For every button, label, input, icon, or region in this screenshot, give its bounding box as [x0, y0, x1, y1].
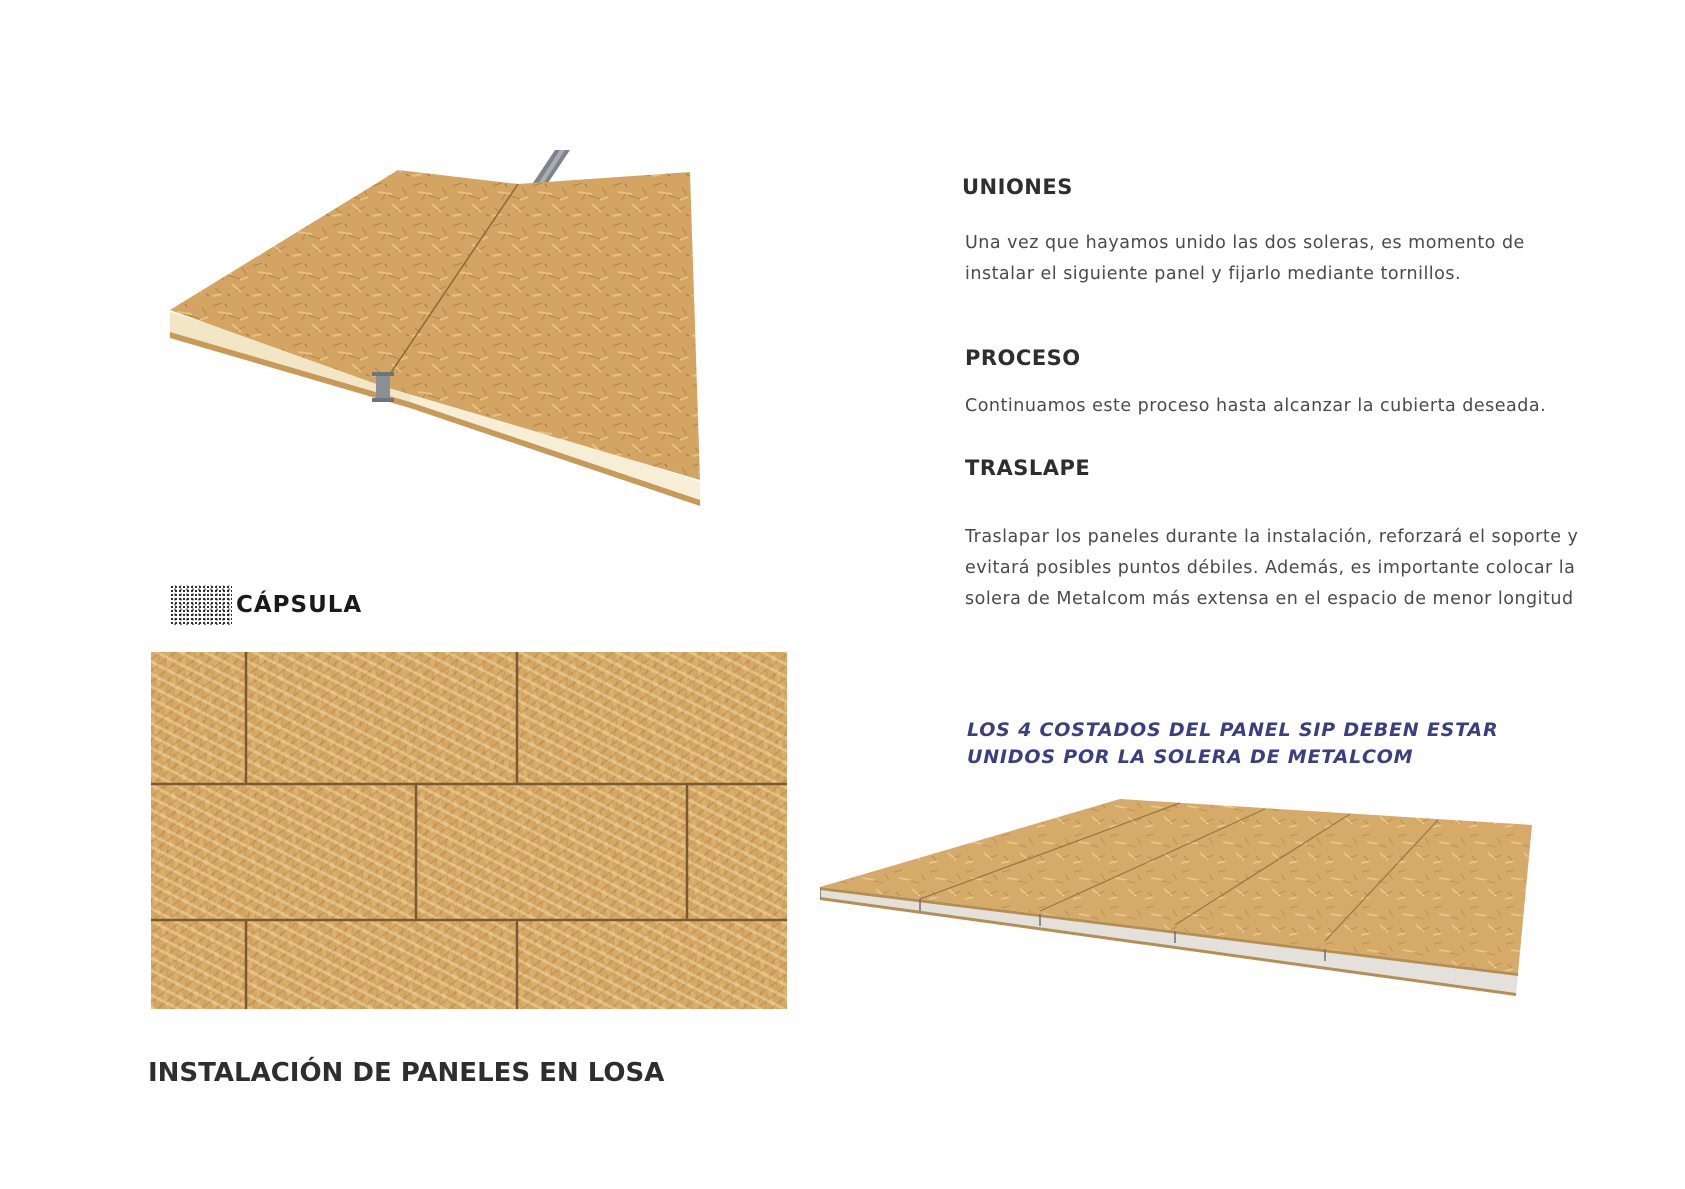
traslape-body: Traslapar los paneles durante la instalación, reforzará el soporte y evitará posibles puntos débiles. Además, es importante colocar la solera de Metalcom más extensa en el espacio de menor longitud	[965, 527, 1579, 609]
proceso-heading: PROCESO	[965, 346, 1081, 370]
capsula-logo	[170, 585, 362, 625]
assembled-slab-illustration	[820, 795, 1540, 1005]
metal-beam-front	[376, 372, 390, 402]
capsula-logo-text: CÁPSULA	[236, 592, 363, 618]
callout-line-2: UNIDOS POR LA SOLERA DE METALCOM	[967, 746, 1414, 768]
uniones-body: Una vez que hayamos unido las dos soleras, es momento de instalar el siguiente panel y fijarlo mediante tornillos.	[965, 233, 1525, 284]
traslape-heading: TRASLAPE	[965, 456, 1091, 480]
capsula-logo-mark-icon	[170, 585, 232, 625]
proceso-body: Continuamos este proceso hasta alcanzar la cubierta deseada.	[965, 396, 1547, 416]
callout-note	[967, 717, 1498, 771]
sip-panel-joint-illustration	[170, 140, 770, 530]
callout-line-1: LOS 4 COSTADOS DEL PANEL SIP DEBEN ESTAR	[967, 719, 1499, 741]
page-title: INSTALACIÓN DE PANELES EN LOSA	[148, 1058, 665, 1088]
uniones-heading: UNIONES	[962, 175, 1073, 199]
panel-layout-plan	[151, 652, 787, 1009]
